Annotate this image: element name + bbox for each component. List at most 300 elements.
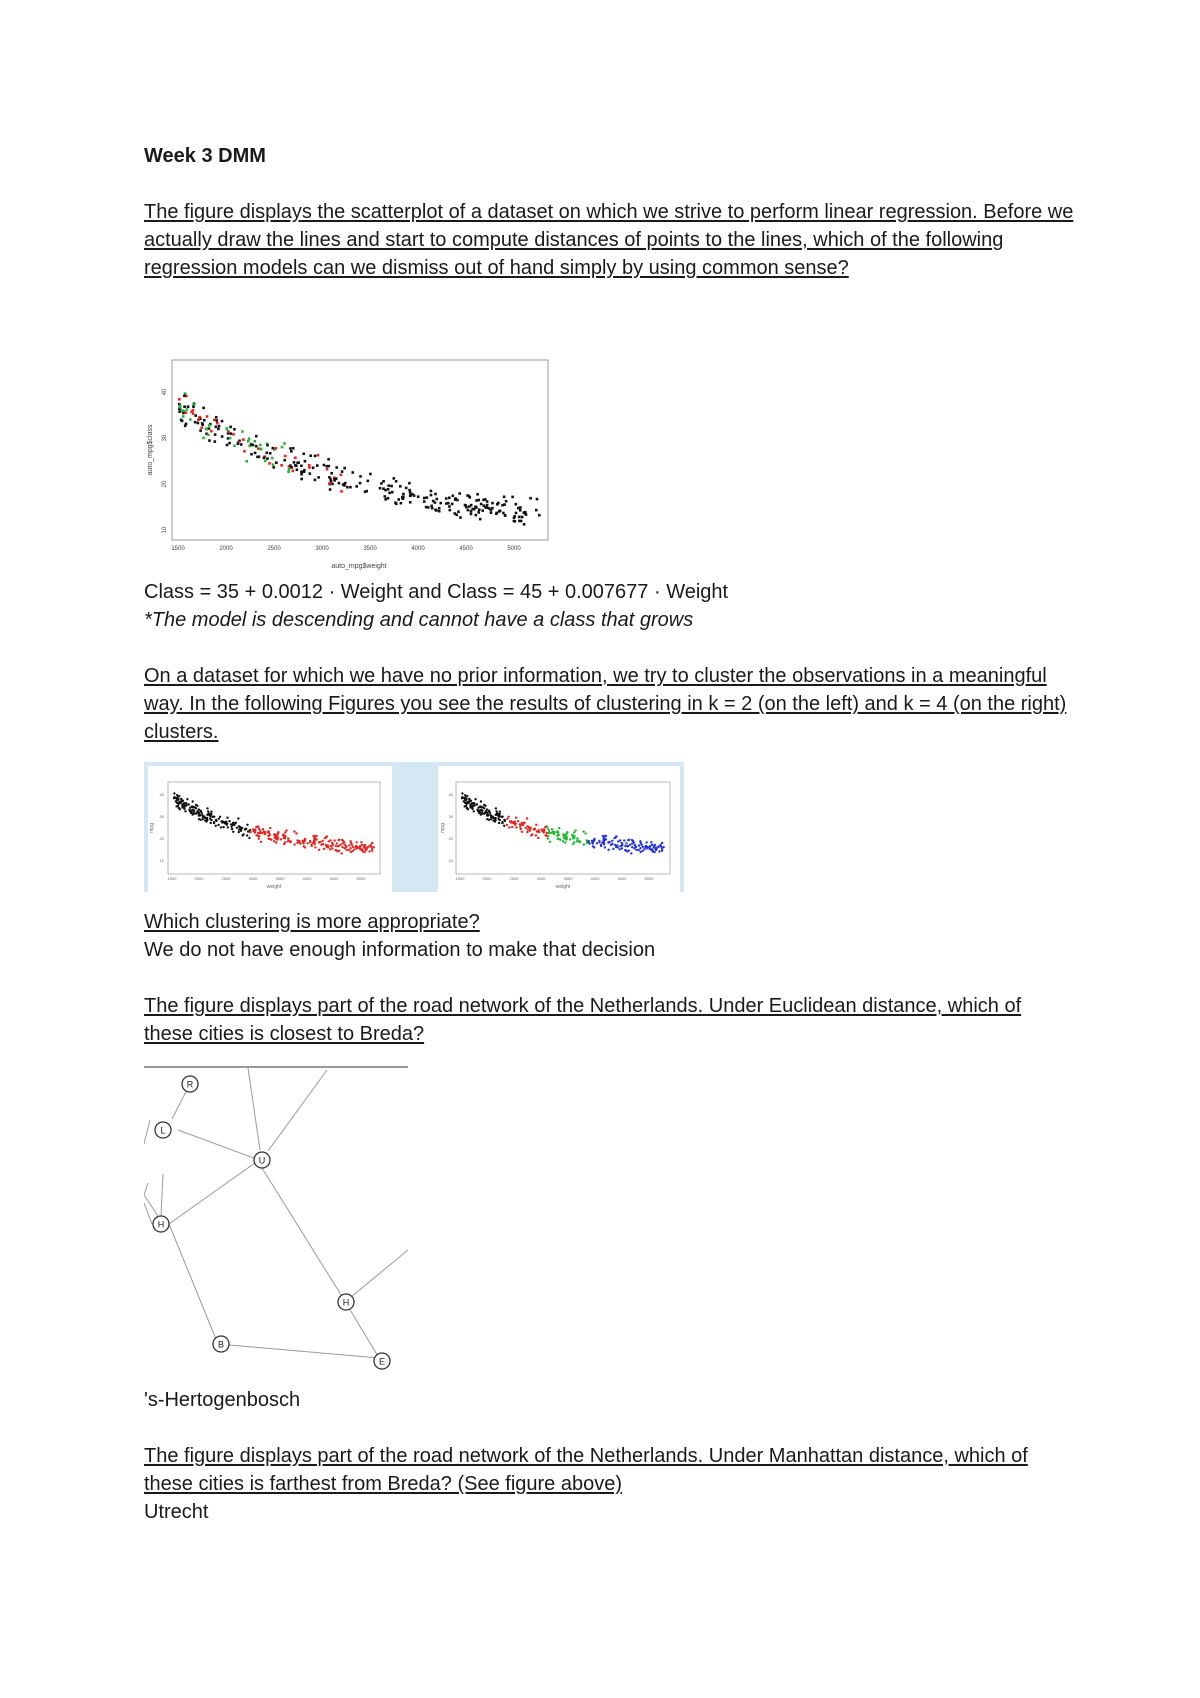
scatter-point xyxy=(178,398,181,401)
scatter-point xyxy=(194,414,197,417)
cluster-point xyxy=(303,840,305,842)
cluster-point xyxy=(523,822,525,824)
cluster-point xyxy=(635,846,637,848)
scatter-point xyxy=(303,469,306,472)
scatter-point xyxy=(384,495,387,498)
cluster-point xyxy=(604,846,606,848)
cluster-point xyxy=(188,809,190,811)
cluster-point xyxy=(327,846,329,848)
cluster-point xyxy=(463,797,465,799)
cluster-point xyxy=(280,838,282,840)
scatter-point xyxy=(206,415,209,418)
scatter-point xyxy=(536,498,539,501)
cluster-point xyxy=(515,817,517,819)
x-tick-label: 4500 xyxy=(459,546,473,552)
scatter-point xyxy=(477,511,480,514)
cluster-point xyxy=(548,829,550,831)
scatter-point xyxy=(200,426,203,429)
k4-x-tick: 1500 xyxy=(455,876,465,881)
scatter-point xyxy=(192,403,195,406)
cluster-point xyxy=(473,810,475,812)
cluster-point xyxy=(547,838,549,840)
cluster-point xyxy=(646,846,648,848)
cluster-point xyxy=(562,840,564,842)
cluster-point xyxy=(206,817,208,819)
scatter-point xyxy=(515,503,518,506)
scatter-point xyxy=(523,523,526,526)
scatter-point xyxy=(395,503,398,506)
cluster-point xyxy=(356,841,358,843)
scatter-point xyxy=(328,482,331,485)
cluster-point xyxy=(315,835,317,837)
cluster-point xyxy=(221,821,223,823)
scatter-point xyxy=(317,454,320,457)
cluster-point xyxy=(639,847,641,849)
scatter-point xyxy=(257,447,260,450)
cluster-point xyxy=(621,842,623,844)
scatter-point xyxy=(290,450,293,453)
cluster-point xyxy=(262,828,264,830)
scatter-point xyxy=(474,505,477,508)
cluster-point xyxy=(310,844,312,846)
cluster-point xyxy=(526,817,528,819)
k4-x-tick: 2500 xyxy=(509,876,519,881)
cluster-point xyxy=(228,820,230,822)
cluster-point xyxy=(217,824,219,826)
cluster-point xyxy=(494,820,496,822)
cluster-point xyxy=(274,837,276,839)
scatter-point xyxy=(247,440,250,443)
y-tick-label: 30 xyxy=(162,434,168,442)
scatter-point xyxy=(194,421,197,424)
cluster-point xyxy=(639,840,641,842)
k2-y-tick: 40 xyxy=(159,792,164,797)
cluster-point xyxy=(335,845,337,847)
cluster-point xyxy=(246,824,248,826)
cluster-point xyxy=(607,849,609,851)
cluster-point xyxy=(293,843,295,845)
cluster-point xyxy=(246,834,248,836)
cluster-point xyxy=(563,837,565,839)
scatter-point xyxy=(317,476,320,479)
cluster-point xyxy=(617,846,619,848)
scatter-point xyxy=(207,434,210,437)
cluster-point xyxy=(553,831,555,833)
cluster-point xyxy=(200,810,202,812)
cluster-point xyxy=(461,792,463,794)
cluster-point xyxy=(481,810,483,812)
document-title: Week 3 DMM xyxy=(144,145,266,167)
scatter-point xyxy=(250,453,253,456)
scatter-point xyxy=(266,457,269,460)
cluster-point xyxy=(645,841,647,843)
scatter-point xyxy=(198,416,201,419)
cluster-point xyxy=(648,846,650,848)
scatter-point xyxy=(393,477,396,480)
k2-x-tick: 1500 xyxy=(167,876,177,881)
scatter-point xyxy=(513,516,516,519)
cluster-point xyxy=(486,814,488,816)
cluster-point xyxy=(319,841,321,843)
road-lines xyxy=(144,1068,408,1358)
scatter-point xyxy=(477,499,480,502)
scatter-point xyxy=(283,442,286,445)
cluster-point xyxy=(510,821,512,823)
cluster-point xyxy=(661,842,663,844)
cluster-point xyxy=(195,812,197,814)
scatter-point xyxy=(214,440,217,443)
scatter-point xyxy=(233,428,236,431)
cluster-point xyxy=(189,806,191,808)
cluster-point xyxy=(543,831,545,833)
k4-x-tick: 5000 xyxy=(644,876,654,881)
cluster-point xyxy=(226,817,228,819)
scatter-point xyxy=(388,492,391,495)
cluster-point xyxy=(498,822,500,824)
scatter-point xyxy=(387,488,390,491)
cluster-point xyxy=(215,820,217,822)
scatter-point xyxy=(411,493,414,496)
cluster-point xyxy=(194,806,196,808)
question-2: On a dataset for which we have no prior information, we try to cluster the observations in a meaningful way. In the following Figures you see the results of clustering in k = 2 (on the left) and k = 4 (on the right) clusters. xyxy=(144,665,1067,743)
cluster-point xyxy=(277,831,279,833)
k2-x-tick: 4000 xyxy=(302,876,312,881)
cluster-point xyxy=(348,849,350,851)
scatter-point xyxy=(309,454,312,457)
cluster-point xyxy=(498,814,500,816)
scatter-point xyxy=(502,512,505,515)
scatter-point xyxy=(284,455,287,458)
cluster-point xyxy=(349,840,351,842)
cluster-point xyxy=(506,818,508,820)
scatter-point xyxy=(478,508,481,511)
scatter-point xyxy=(183,405,186,408)
cluster-point xyxy=(533,828,535,830)
scatter-point xyxy=(490,509,493,512)
cluster-point xyxy=(360,841,362,843)
cluster-point xyxy=(318,849,320,851)
cluster-point xyxy=(577,840,579,842)
cluster-point xyxy=(313,840,315,842)
scatter-point xyxy=(438,510,441,513)
scatter-point xyxy=(425,506,428,509)
cluster-point xyxy=(309,840,311,842)
scatter-point xyxy=(409,501,412,504)
cluster-point xyxy=(269,827,271,829)
scatter-point xyxy=(405,487,408,490)
cluster-point xyxy=(656,846,658,848)
cluster-point xyxy=(331,847,333,849)
cluster-point xyxy=(352,846,354,848)
scatter-point xyxy=(237,442,240,445)
cluster-point xyxy=(184,810,186,812)
k2-x-tick: 3500 xyxy=(275,876,285,881)
scatter-point xyxy=(327,458,330,461)
cluster-point xyxy=(238,831,240,833)
scatter-point xyxy=(458,492,461,495)
scatter-point xyxy=(518,520,521,523)
scatter-point xyxy=(218,425,221,428)
scatter-point xyxy=(215,426,218,429)
cluster-point xyxy=(551,828,553,830)
cluster-point xyxy=(371,847,373,849)
scatter-point xyxy=(178,410,181,413)
cluster-point xyxy=(198,808,200,810)
cluster-point xyxy=(284,841,286,843)
cluster-point xyxy=(330,845,332,847)
cluster-point xyxy=(333,839,335,841)
cluster-point xyxy=(467,808,469,810)
scatter-point xyxy=(216,419,219,422)
cluster-point xyxy=(573,841,575,843)
scatter-point xyxy=(459,516,462,519)
scatter-point xyxy=(417,495,420,498)
city-label: L xyxy=(160,1125,166,1136)
scatter-point xyxy=(263,457,266,460)
scatter-point xyxy=(340,490,343,493)
scatterplot-figure xyxy=(144,356,554,571)
scatter-point xyxy=(203,419,206,422)
cluster-point xyxy=(627,839,629,841)
cluster-point xyxy=(506,824,508,826)
cluster-point xyxy=(341,839,343,841)
scatter-point xyxy=(210,430,213,433)
x-tick-label: 3500 xyxy=(363,546,377,552)
k2-x-tick: 2000 xyxy=(194,876,204,881)
scatter-point xyxy=(432,500,435,503)
cluster-point xyxy=(260,841,262,843)
scatter-point xyxy=(346,486,349,489)
cluster-point xyxy=(365,849,367,851)
cluster-point xyxy=(282,834,284,836)
cluster-point xyxy=(619,848,621,850)
scatter-point xyxy=(469,496,472,499)
scatter-point xyxy=(439,502,442,505)
scatter-point xyxy=(289,464,292,467)
scatter-point xyxy=(197,419,200,422)
scatter-point xyxy=(513,520,516,523)
scatter-point xyxy=(312,467,315,470)
question-5: The figure displays part of the road network of the Netherlands. Under Manhattan distance, which of these cities is farthest from Breda? (See figure above) xyxy=(144,1445,1028,1495)
cluster-point xyxy=(201,814,203,816)
question-4: The figure displays part of the road network of the Netherlands. Under Euclidean distance, which of these cities is closest to Breda? xyxy=(144,995,1022,1045)
cluster-point xyxy=(623,839,625,841)
scatter-point xyxy=(259,444,262,447)
scatter-point xyxy=(355,485,358,488)
scatter-point xyxy=(329,488,332,491)
scatter-point xyxy=(185,423,188,426)
cluster-point xyxy=(215,825,217,827)
scatter-point xyxy=(186,408,189,411)
k4-y-tick: 10 xyxy=(448,858,453,863)
scatter-point xyxy=(226,428,229,431)
cluster-point xyxy=(584,832,586,834)
cluster-point xyxy=(227,826,229,828)
cluster-point xyxy=(507,816,509,818)
city-label: H xyxy=(342,1297,350,1308)
y-tick-label: 40 xyxy=(162,388,168,396)
cluster-point xyxy=(520,828,522,830)
scatter-point xyxy=(449,509,452,512)
cluster-point xyxy=(237,817,239,819)
answer-1: Class = 35 + 0.0012 · Weight and Class = 45 + 0.007677 · Weight xyxy=(144,581,729,603)
k2-x-tick: 2500 xyxy=(221,876,231,881)
cluster-point xyxy=(501,822,503,824)
city-node xyxy=(254,1152,270,1168)
scatter-point xyxy=(264,460,267,463)
cluster-point xyxy=(535,824,537,826)
cluster-point xyxy=(631,839,633,841)
cluster-point xyxy=(274,835,276,837)
scatter-point xyxy=(434,493,437,496)
k2-y-tick: 10 xyxy=(159,858,164,863)
cluster-point xyxy=(540,828,542,830)
cluster-point xyxy=(352,850,354,852)
cluster-point xyxy=(461,797,463,799)
scatter-point xyxy=(287,471,290,474)
cluster-point xyxy=(661,847,663,849)
scatter-point xyxy=(242,438,245,441)
scatter-point xyxy=(511,496,514,499)
scatter-point xyxy=(280,464,283,467)
scatter-point xyxy=(367,480,370,483)
cluster-point xyxy=(337,845,339,847)
scatter-point xyxy=(369,473,372,476)
city-label: H xyxy=(157,1219,165,1230)
answer-5: Utrecht xyxy=(144,1501,209,1523)
k2-y-label: mpg xyxy=(149,823,155,833)
scatter-point xyxy=(217,428,220,431)
cluster-point xyxy=(180,798,182,800)
cluster-point xyxy=(557,834,559,836)
scatter-point xyxy=(304,460,307,463)
cluster-point xyxy=(557,838,559,840)
answer-1-note: *The model is descending and cannot have a class that grows xyxy=(144,609,694,631)
scatter-point xyxy=(448,497,451,500)
cluster-point xyxy=(649,848,651,850)
scatter-point xyxy=(215,416,218,419)
cluster-point xyxy=(619,845,621,847)
cluster-point xyxy=(530,834,532,836)
cluster-point xyxy=(267,831,269,833)
scatter-point xyxy=(190,410,193,413)
scatter-point xyxy=(501,504,504,507)
cluster-point xyxy=(474,798,476,800)
cluster-point xyxy=(275,841,277,843)
scatter-point xyxy=(471,508,474,511)
cluster-point xyxy=(658,850,660,852)
x-axis-label: auto_mpg$weight xyxy=(331,563,387,570)
cluster-point xyxy=(210,811,212,813)
x-tick-label: 2500 xyxy=(267,546,281,552)
cluster-point xyxy=(465,805,467,807)
cluster-point xyxy=(529,828,531,830)
cluster-point xyxy=(536,830,538,832)
cluster-point xyxy=(641,850,643,852)
cluster-point xyxy=(304,846,306,848)
scatter-point xyxy=(221,435,224,438)
scatter-point xyxy=(197,422,200,425)
cluster-point xyxy=(638,844,640,846)
cluster-point xyxy=(659,844,661,846)
cluster-point xyxy=(192,800,194,802)
cluster-point xyxy=(641,844,643,846)
city-node xyxy=(374,1353,390,1369)
scatter-point xyxy=(271,457,274,460)
scatter-point xyxy=(254,452,257,455)
x-tick-label: 5000 xyxy=(507,546,521,552)
cluster-point xyxy=(196,805,198,807)
cluster-point xyxy=(188,803,190,805)
scatter-point xyxy=(228,442,231,445)
scatter-point xyxy=(326,468,329,471)
cluster-point xyxy=(569,838,571,840)
cluster-point xyxy=(476,803,478,805)
cluster-point xyxy=(517,820,519,822)
cluster-point xyxy=(178,802,180,804)
cluster-point xyxy=(364,844,366,846)
cluster-point xyxy=(642,846,644,848)
cluster-point xyxy=(600,844,602,846)
cluster-point xyxy=(210,814,212,816)
scatter-point xyxy=(365,490,368,493)
answer-3: We do not have enough information to make that decision xyxy=(144,939,656,961)
cluster-point xyxy=(323,848,325,850)
question-1: The figure displays the scatterplot of a dataset on which we strive to perform linear regression. Before we actually draw the lines and start to compute distances of points to the lines, which of the following regression models can we dismiss out of hand simply by using common sense? xyxy=(144,201,1074,279)
scatter-point xyxy=(379,487,382,490)
scatter-point xyxy=(184,411,187,414)
cluster-point xyxy=(329,848,331,850)
scatter-point xyxy=(352,471,355,474)
cluster-point xyxy=(490,818,492,820)
scatter-point xyxy=(340,474,343,477)
scatter-point xyxy=(266,444,269,447)
scatter-point xyxy=(269,452,272,455)
k2-y-tick: 30 xyxy=(159,814,164,819)
cluster-point xyxy=(220,826,222,828)
scatter-point xyxy=(498,510,501,513)
cluster-point xyxy=(615,835,617,837)
scatter-point xyxy=(289,447,292,450)
city-node xyxy=(338,1294,354,1310)
road-network-figure xyxy=(144,1066,408,1378)
scatter-point xyxy=(300,465,303,468)
scatter-point xyxy=(517,507,520,510)
scatter-point xyxy=(183,395,186,398)
scatter-point xyxy=(202,437,205,440)
cluster-point xyxy=(295,832,297,834)
scatter-point xyxy=(288,468,291,471)
scatter-point xyxy=(465,504,468,507)
cluster-point xyxy=(598,840,600,842)
scatter-point xyxy=(330,472,333,475)
scatter-point xyxy=(481,509,484,512)
cluster-point xyxy=(306,842,308,844)
cluster-point xyxy=(257,835,259,837)
scatter-point xyxy=(232,433,235,436)
cluster-point xyxy=(630,852,632,854)
scatter-point xyxy=(486,504,489,507)
cluster-point xyxy=(258,838,260,840)
cluster-point xyxy=(490,814,492,816)
cluster-point xyxy=(471,806,473,808)
cluster-point xyxy=(491,816,493,818)
scatter-point xyxy=(359,475,362,478)
y-tick-label: 20 xyxy=(162,480,168,488)
cluster-point xyxy=(626,845,628,847)
cluster-point xyxy=(371,842,373,844)
scatter-point xyxy=(266,452,269,455)
